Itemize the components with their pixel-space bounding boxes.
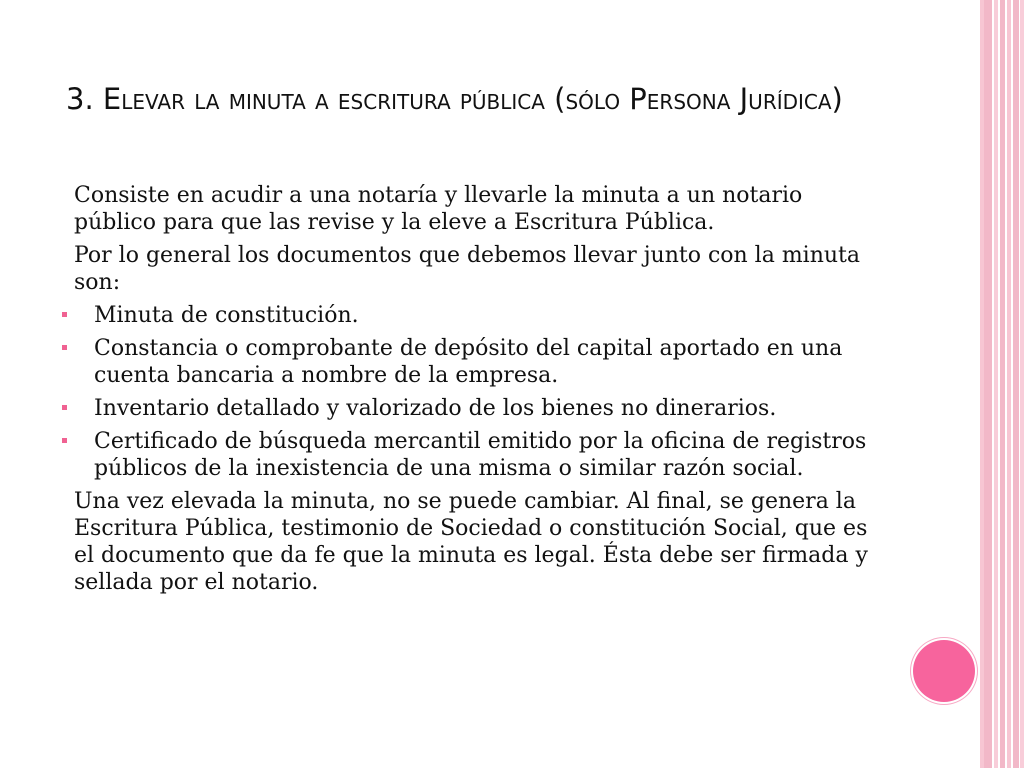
square-bullet-icon xyxy=(62,405,67,410)
square-bullet-icon xyxy=(62,345,67,350)
square-bullet-icon xyxy=(62,312,67,317)
closing-paragraph: Una vez elevada la minuta, no se puede cambiar. Al final, se genera la Escritura Pública, testimonio de Sociedad o constitución Social, que es el documento que da fe que la minuta es legal. Ésta debe ser firmada y sellada por el notario. xyxy=(74,489,868,595)
decorative-stripe xyxy=(994,0,998,768)
document-list xyxy=(74,302,884,482)
decorative-stripe xyxy=(1000,0,1005,768)
slide-title: 3. Elevar la minuta a escritura pública (sólo Persona Jurídica) xyxy=(66,82,843,116)
decorative-pink-circle xyxy=(913,640,975,702)
decorative-stripe xyxy=(984,0,992,768)
decorative-stripe xyxy=(1020,0,1024,768)
intro-paragraph-2: Por lo general los documentos que debemos llevar junto con la minuta son: xyxy=(74,243,861,295)
intro-paragraph-1: Consiste en acudir a una notaría y llevarle la minuta a un notario público para que las revise y la eleve a Escritura Pública. xyxy=(74,183,803,235)
list-item xyxy=(74,428,884,482)
decorative-stripe xyxy=(1013,0,1019,768)
slide-body xyxy=(74,182,884,602)
decorative-stripe xyxy=(1007,0,1011,768)
list-item xyxy=(74,302,884,329)
list-item xyxy=(74,395,884,422)
list-item-text: Minuta de constitución. xyxy=(94,303,359,328)
list-item-text: Constancia o comprobante de depósito del capital aportado en una cuenta bancaria a nombre de la empresa. xyxy=(94,336,843,388)
list-item xyxy=(74,335,884,389)
list-item-text: Inventario detallado y valorizado de los bienes no dinerarios. xyxy=(94,396,777,421)
square-bullet-icon xyxy=(62,438,67,443)
list-item-text: Certificado de búsqueda mercantil emitido por la oficina de registros públicos de la inexistencia de una misma o similar razón social. xyxy=(94,429,867,481)
